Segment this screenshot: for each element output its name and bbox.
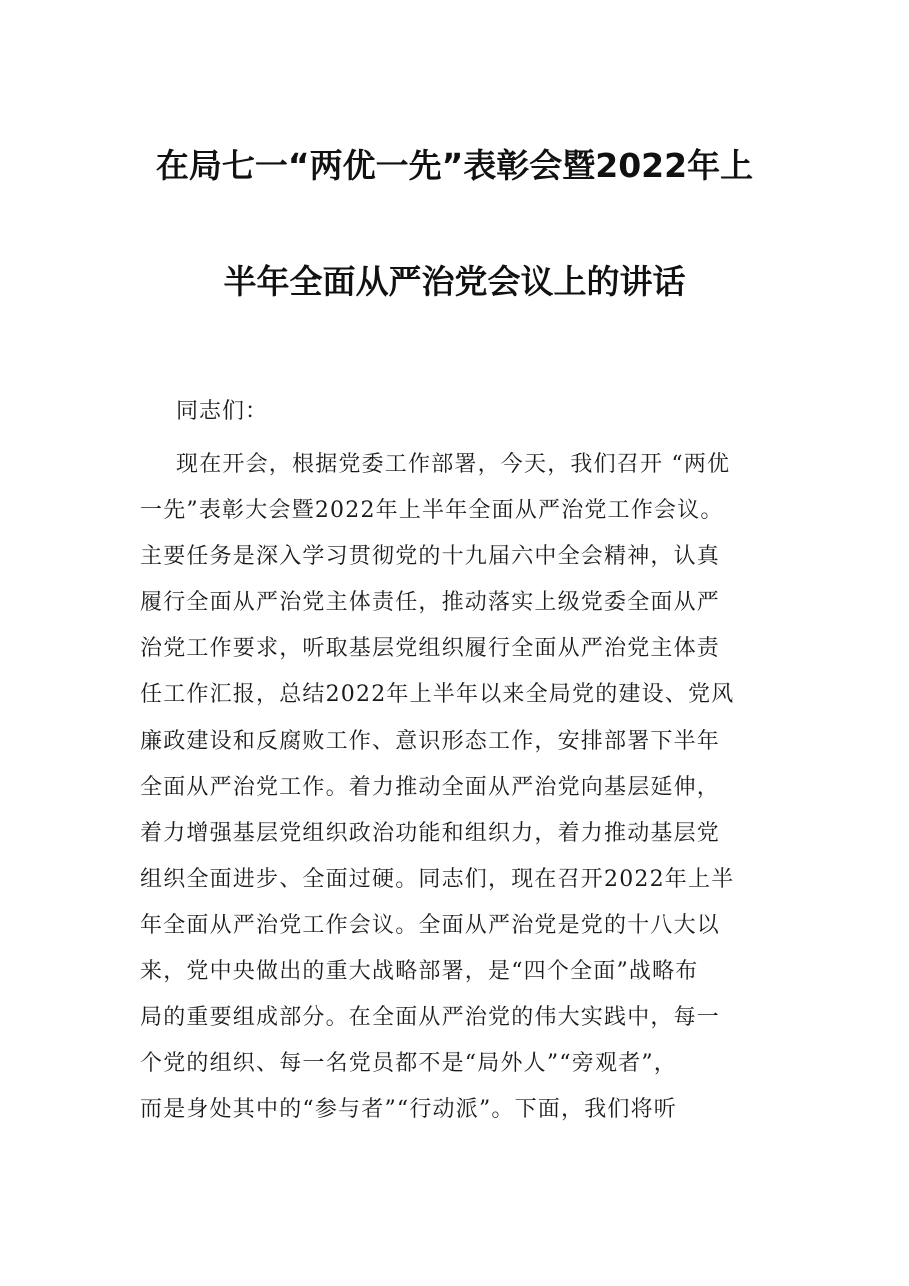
body-line: 现在开会，根据党委工作部署，今天，我们召开 “两优 [176, 452, 731, 477]
body-line: 履行全面从严治党主体责任，推动落实上级党委全面从严 [140, 590, 721, 616]
body-line: 治党工作要求，听取基层党组织履行全面从严治党主体责 [140, 636, 721, 662]
body-line: 主要任务是深入学习贯彻党的十九届六中全会精神，认真 [140, 544, 721, 570]
body-line: 而是身处其中的“参与者”“行动派”。下面，我们将听 [140, 1097, 677, 1123]
body-line: 一先”表彰大会暨2022年上半年全面从严治党工作会议。 [140, 498, 724, 524]
body-line: 组织全面进步、全面过硬。同志们，现在召开2022年上半 [140, 866, 735, 892]
body-paragraph [140, 442, 780, 1133]
body-line: 局的重要组成部分。在全面从严治党的伟大实践中，每一 [140, 1005, 721, 1031]
body-line: 着力增强基层党组织政治功能和组织力，着力推动基层党 [140, 820, 721, 846]
body-line: 来，党中央做出的重大战略部署，是“四个全面”战略布 [140, 959, 699, 985]
body-line: 全面从严治党工作。着力推动全面从严治党向基层延伸， [140, 774, 721, 800]
body-line: 廉政建设和反腐败工作、意识形态工作，安排部署下半年 [140, 728, 721, 754]
body-line: 年全面从严治党工作会议。全面从严治党是党的十八大以 [140, 912, 721, 938]
document-title-line-2: 半年全面从严治党会议上的讲话 [223, 262, 686, 301]
body-line: 个党的组织、每一名党员都不是“局外人”“旁观者”， [140, 1051, 677, 1077]
salutation: 同志们： [176, 399, 269, 424]
body-line: 任工作汇报，总结2022年上半年以来全局党的建设、党风 [140, 682, 735, 708]
document-title-line-1: 在局七一“两优一先”表彰会暨2022年上 [155, 146, 754, 185]
